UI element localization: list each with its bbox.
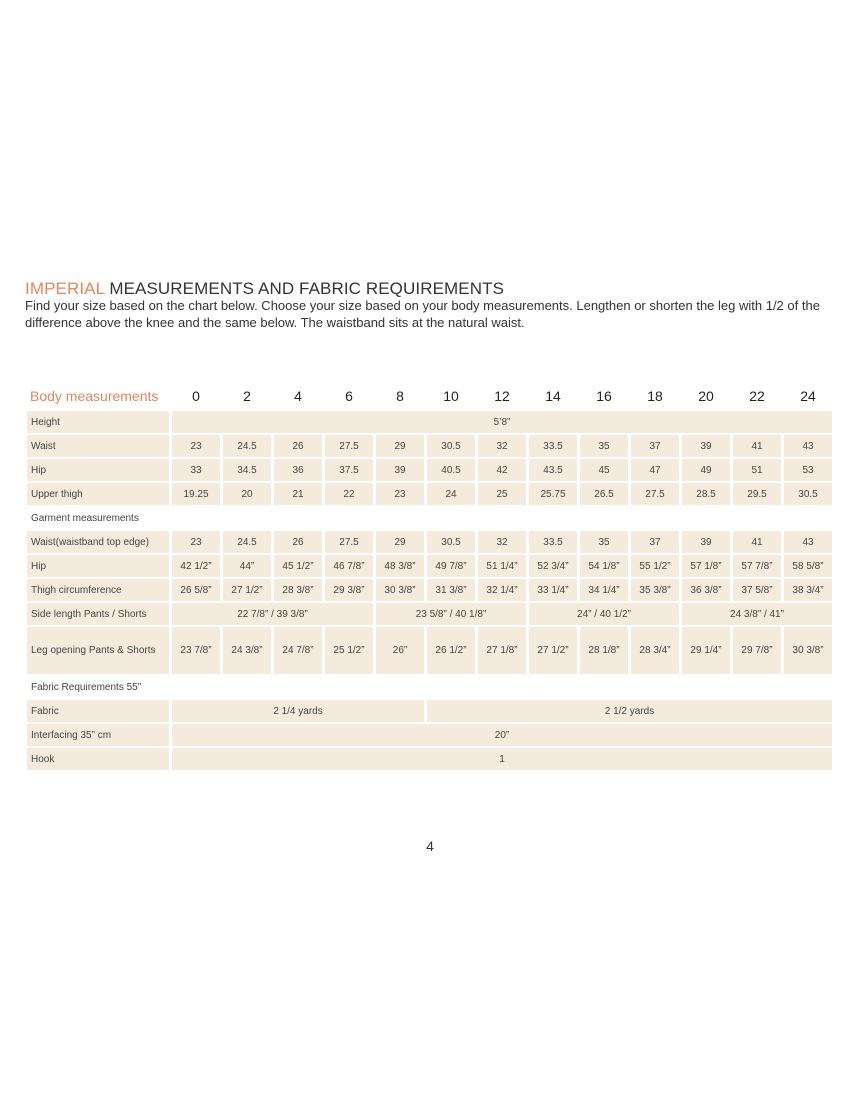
size-column-header: 2 — [243, 388, 251, 404]
measurement-cell: 27.5 — [325, 531, 373, 553]
size-column-header: 16 — [596, 388, 612, 404]
measurement-cell: 39 — [682, 435, 730, 457]
measurement-cell: 23 — [376, 483, 424, 505]
row-label: Hip — [27, 459, 169, 481]
section-heading: Garment measurements — [31, 512, 139, 524]
measurement-cell: 21 — [274, 483, 322, 505]
measurement-cell: 28.5 — [682, 483, 730, 505]
size-column-header: 22 — [749, 388, 765, 404]
measurement-cell: 39 — [376, 459, 424, 481]
measurement-cell: 26” — [376, 627, 424, 674]
measurement-cell: 19.25 — [172, 483, 220, 505]
page-heading — [25, 279, 504, 299]
measurement-cell: 33.5 — [529, 531, 577, 553]
measurement-row — [27, 459, 832, 481]
measurement-cell: 30 3/8” — [376, 579, 424, 601]
section-heading-row — [27, 507, 832, 529]
measurement-cell: 25 — [478, 483, 526, 505]
measurement-cell: 25.75 — [529, 483, 577, 505]
measurement-row — [27, 724, 832, 746]
measurement-cell: 27.5 — [631, 483, 679, 505]
measurement-cell: 36 3/8” — [682, 579, 730, 601]
measurement-cell: 57 1/8” — [682, 555, 730, 577]
row-label: Interfacing 35” cm — [27, 724, 169, 746]
measurement-cell: 46 7/8” — [325, 555, 373, 577]
measurement-cell: 52 3/4” — [529, 555, 577, 577]
measurement-cell: 30.5 — [427, 531, 475, 553]
measurement-cell: 24” / 40 1/2” — [529, 603, 679, 625]
heading-accent: IMPERIAL — [25, 279, 105, 298]
size-column-header: 12 — [494, 388, 510, 404]
measurement-cell: 45 — [580, 459, 628, 481]
measurement-cell: 24 7/8” — [274, 627, 322, 674]
measurement-cell: 44” — [223, 555, 271, 577]
row-label: Upper thigh — [27, 483, 169, 505]
measurement-cell: 53 — [784, 459, 832, 481]
measurement-cell: 28 1/8” — [580, 627, 628, 674]
measurement-cell: 55 1/2” — [631, 555, 679, 577]
measurement-cell: 27 1/2” — [223, 579, 271, 601]
row-label: Waist — [27, 435, 169, 457]
measurement-cell: 31 3/8” — [427, 579, 475, 601]
measurement-cell: 35 — [580, 435, 628, 457]
size-column-header: 10 — [443, 388, 459, 404]
measurement-cell: 29 — [376, 435, 424, 457]
row-label: Leg opening Pants & Shorts — [27, 627, 169, 674]
measurement-cell: 26 1/2” — [427, 627, 475, 674]
measurement-cell: 51 — [733, 459, 781, 481]
measurement-cell: 49 7/8” — [427, 555, 475, 577]
measurement-cell: 22 — [325, 483, 373, 505]
row-label: Side length Pants / Shorts — [27, 603, 169, 625]
size-column-header: 24 — [800, 388, 816, 404]
measurement-cell: 39 — [682, 531, 730, 553]
measurement-cell: 2 1/2 yards — [427, 700, 832, 722]
size-column-header: 14 — [545, 388, 561, 404]
size-header-row — [27, 383, 832, 409]
measurement-row — [27, 483, 832, 505]
measurement-cell: 20” — [172, 724, 832, 746]
measurement-cell: 20 — [223, 483, 271, 505]
measurement-cell: 48 3/8” — [376, 555, 424, 577]
measurement-cell: 42 — [478, 459, 526, 481]
size-column-header: 0 — [192, 388, 200, 404]
measurement-cell: 34 1/4” — [580, 579, 628, 601]
measurement-cell: 23 — [172, 531, 220, 553]
measurement-cell: 26 5/8” — [172, 579, 220, 601]
measurement-row — [27, 435, 832, 457]
intro-text: Find your size based on the chart below. Choose your size based on your body measurements. Lengthen or shorten the leg with 1/2 of the difference above the knee and the same below. The waistband sits at the natural waist. — [25, 298, 820, 330]
measurement-cell: 25 1/2” — [325, 627, 373, 674]
row-label: Hip — [27, 555, 169, 577]
measurement-cell: 27 1/8” — [478, 627, 526, 674]
size-chart-table — [24, 381, 835, 772]
measurement-row — [27, 531, 832, 553]
measurement-cell: 28 3/4” — [631, 627, 679, 674]
measurement-cell: 27.5 — [325, 435, 373, 457]
measurement-cell: 36 — [274, 459, 322, 481]
measurement-cell: 29 3/8” — [325, 579, 373, 601]
measurement-cell: 54 1/8” — [580, 555, 628, 577]
measurement-cell: 26 — [274, 531, 322, 553]
measurement-row — [27, 603, 832, 625]
measurement-cell: 30.5 — [784, 483, 832, 505]
size-column-header: 20 — [698, 388, 714, 404]
size-column-header: 18 — [647, 388, 663, 404]
measurement-cell: 33 1/4” — [529, 579, 577, 601]
heading-title: MEASUREMENTS AND FABRIC REQUIREMENTS — [104, 279, 505, 298]
measurement-cell: 32 — [478, 531, 526, 553]
measurement-row — [27, 555, 832, 577]
measurement-cell: 29 1/4” — [682, 627, 730, 674]
measurement-cell: 29.5 — [733, 483, 781, 505]
measurement-cell: 38 3/4” — [784, 579, 832, 601]
measurement-cell: 26 — [274, 435, 322, 457]
measurement-cell: 35 — [580, 531, 628, 553]
measurement-cell: 23 — [172, 435, 220, 457]
measurement-cell: 33.5 — [529, 435, 577, 457]
page-number: 4 — [426, 838, 434, 854]
measurement-row — [27, 411, 832, 433]
row-label: Waist(waistband top edge) — [27, 531, 169, 553]
measurement-cell: 5’8” — [172, 411, 832, 433]
measurement-cell: 33 — [172, 459, 220, 481]
measurement-cell: 23 7/8” — [172, 627, 220, 674]
measurement-cell: 28 3/8” — [274, 579, 322, 601]
measurement-cell: 32 1/4” — [478, 579, 526, 601]
measurement-cell: 49 — [682, 459, 730, 481]
measurement-cell: 32 — [478, 435, 526, 457]
measurement-cell: 47 — [631, 459, 679, 481]
size-column-header: 6 — [345, 388, 353, 404]
measurement-cell: 43.5 — [529, 459, 577, 481]
row-label: Thigh circumference — [27, 579, 169, 601]
measurement-cell: 24 3/8” / 41” — [682, 603, 832, 625]
measurement-cell: 41 — [733, 531, 781, 553]
measurement-cell: 41 — [733, 435, 781, 457]
measurement-cell: 58 5/8” — [784, 555, 832, 577]
measurement-cell: 51 1/4” — [478, 555, 526, 577]
row-label: Hook — [27, 748, 169, 770]
measurement-cell: 26.5 — [580, 483, 628, 505]
row-label: Fabric — [27, 700, 169, 722]
measurement-cell: 37 — [631, 531, 679, 553]
size-column-header: 4 — [294, 388, 302, 404]
measurement-cell: 42 1/2” — [172, 555, 220, 577]
measurement-row — [27, 700, 832, 722]
measurement-cell: 37 5/8” — [733, 579, 781, 601]
measurement-cell: 24 3/8” — [223, 627, 271, 674]
measurement-cell: 30.5 — [427, 435, 475, 457]
measurement-cell: 57 7/8” — [733, 555, 781, 577]
measurement-cell: 43 — [784, 531, 832, 553]
section-heading-row — [27, 676, 832, 698]
measurement-cell: 43 — [784, 435, 832, 457]
measurement-cell: 30 3/8” — [784, 627, 832, 674]
measurement-cell: 37.5 — [325, 459, 373, 481]
size-chart-body — [27, 411, 832, 770]
measurement-cell: 23 5/8” / 40 1/8” — [376, 603, 526, 625]
measurement-cell: 24.5 — [223, 435, 271, 457]
measurement-cell: 22 7/8” / 39 3/8” — [172, 603, 373, 625]
size-column-header: 8 — [396, 388, 404, 404]
measurement-cell: 40.5 — [427, 459, 475, 481]
measurement-row — [27, 627, 832, 674]
measurement-cell: 45 1/2” — [274, 555, 322, 577]
measurement-cell: 34.5 — [223, 459, 271, 481]
body-measurements-heading: Body measurements — [30, 388, 159, 404]
measurement-cell: 2 1/4 yards — [172, 700, 424, 722]
measurement-cell: 37 — [631, 435, 679, 457]
measurement-row — [27, 579, 832, 601]
measurement-cell: 29 — [376, 531, 424, 553]
measurement-cell: 35 3/8” — [631, 579, 679, 601]
section-heading: Fabric Requirements 55” — [31, 681, 142, 693]
measurement-cell: 27 1/2” — [529, 627, 577, 674]
row-label: Height — [27, 411, 169, 433]
measurement-cell: 24.5 — [223, 531, 271, 553]
measurement-cell: 24 — [427, 483, 475, 505]
measurement-cell: 1 — [172, 748, 832, 770]
measurement-row — [27, 748, 832, 770]
measurement-cell: 29 7/8” — [733, 627, 781, 674]
